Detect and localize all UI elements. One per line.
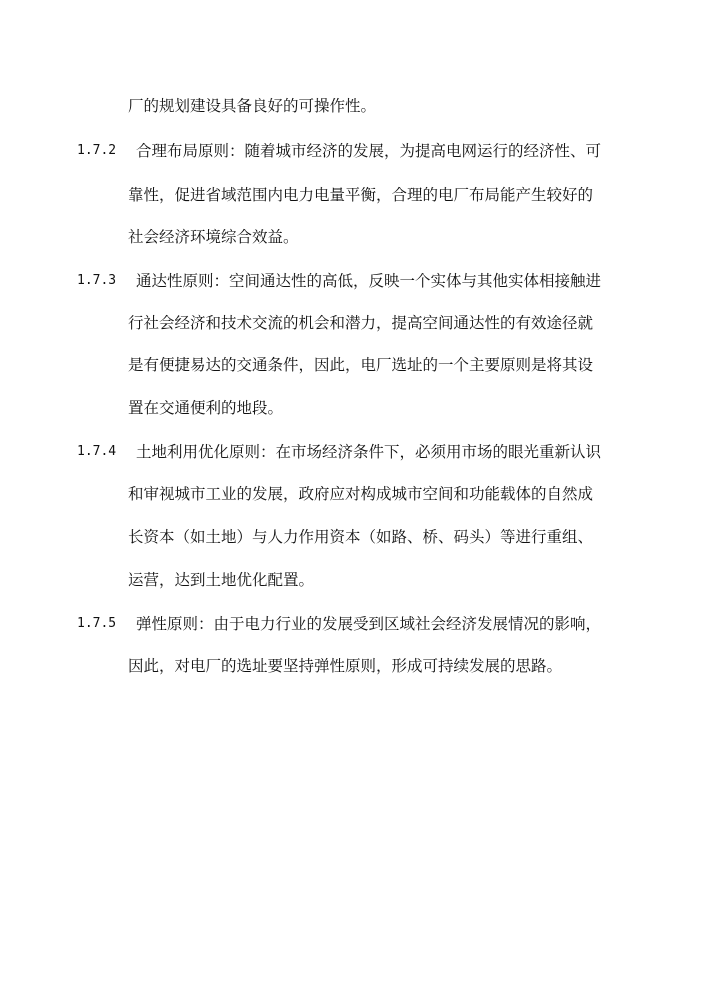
section-1-7-3-line-3: 是有便捷易达的交通条件，因此，电厂选址的一个主要原则是将其设 [128, 356, 594, 374]
section-number-1-7-2: 1.7.2 [77, 143, 117, 158]
section-number-1-7-3: 1.7.3 [77, 273, 117, 288]
section-1-7-4-line-4: 运营，达到土地优化配置。 [128, 571, 315, 589]
section-number-1-7-4: 1.7.4 [77, 444, 117, 459]
section-1-7-4-line-1: 土地利用优化原则：在市场经济条件下，必须用市场的眼光重新认识 [136, 443, 602, 461]
intro-line: 厂的规划建设具备良好的可操作性。 [128, 97, 377, 115]
section-1-7-2-line-2: 靠性，促进省域范围内电力电量平衡，合理的电厂布局能产生较好的 [128, 186, 594, 204]
section-number-1-7-5: 1.7.5 [77, 616, 117, 631]
section-1-7-4-line-2: 和审视城市工业的发展，政府应对构成城市空间和功能载体的自然成 [128, 485, 594, 503]
section-1-7-5-line-1: 弹性原则：由于电力行业的发展受到区域社会经济发展情况的影响， [136, 615, 602, 633]
section-1-7-2-line-1: 合理布局原则：随着城市经济的发展，为提高电网运行的经济性、可 [136, 142, 602, 160]
section-1-7-5-line-2: 因此，对电厂的选址要坚持弹性原则，形成可持续发展的思路。 [128, 657, 563, 675]
section-1-7-2-line-3: 社会经济环境综合效益。 [128, 228, 299, 246]
section-1-7-3-line-1: 通达性原则：空间通达性的高低，反映一个实体与其他实体相接触进 [136, 272, 602, 290]
section-1-7-3-line-2: 行社会经济和技术交流的机会和潜力，提高空间通达性的有效途径就 [128, 314, 594, 332]
section-1-7-4-line-3: 长资本（如土地）与人力作用资本（如路、桥、码头）等进行重组、 [128, 528, 594, 546]
section-1-7-3-line-4: 置在交通便利的地段。 [128, 399, 284, 417]
